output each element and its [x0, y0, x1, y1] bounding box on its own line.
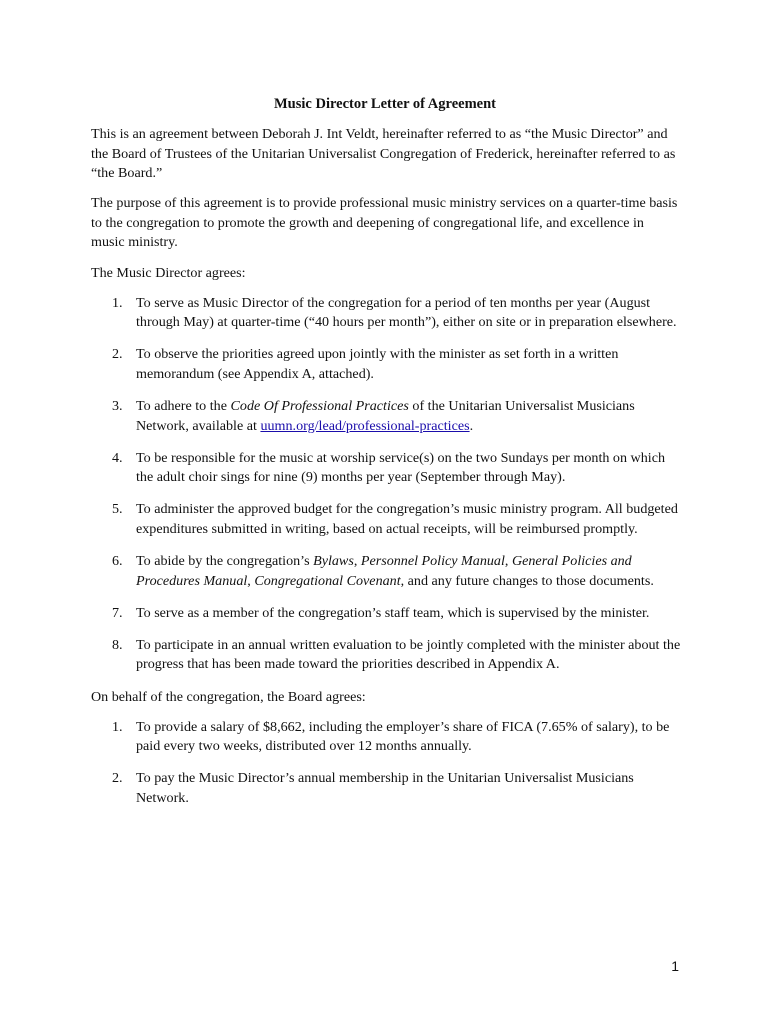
list-item [91, 397, 681, 436]
page-number: 1 [671, 958, 679, 974]
director-heading: The Music Director agrees: [91, 264, 246, 281]
list-item-text: To administer the approved budget for the congregation’s music ministry program. All budgeted expenditures submitted in writing, based on actual receipts, will be reimbursed promptly. [136, 501, 678, 537]
list-item-text-mid: of the Unitarian Universalist Musicians Network, available at [136, 398, 635, 434]
list-item [91, 345, 681, 384]
director-agreements-list [91, 294, 681, 675]
list-item-number: 5. [112, 501, 123, 518]
purpose-paragraph: The purpose of this agreement is to provide professional music ministry services on a quarter-time basis to the congregation to promote the growth and deepening of congregational life, and excellence in music ministry. [91, 195, 678, 251]
intro-paragraph: This is an agreement between Deborah J. Int Veldt, hereinafter referred to as “the Music Director” and the Board of Trustees of the Unitarian Universalist Congregation of Frederick, hereinafter referred to as “the Board.” [91, 126, 676, 182]
list-item-text: To participate in an annual written evaluation to be jointly completed with the minister about the progress that has been made toward the priorities described in Appendix A. [136, 636, 681, 673]
list-item [91, 718, 681, 757]
list-item-number: 2. [112, 770, 123, 787]
list-item [91, 769, 681, 808]
list-item-text: To serve as Music Director of the congregation for a period of ten months per year (August through May) at quarter-time (“40 hours per month”), either on site or in preparation elsewhere. [136, 294, 677, 331]
list-item [91, 636, 681, 675]
separator: , [504, 553, 512, 570]
list-item-text-pre: To abide by the congregation’s [136, 553, 314, 570]
list-item [91, 552, 681, 591]
list-item-text: To provide a salary of $8,662, including the employer’s share of FICA (7.65% of salary), to be paid every two weeks, distributed over 12 months annually. [136, 718, 670, 755]
professional-practices-link[interactable]: uumn.org/lead/professional-practices [260, 417, 470, 434]
list-item-text-post: . [469, 417, 474, 434]
list-item-text: To serve as a member of the congregation’s staff team, which is supervised by the minister. [136, 604, 650, 621]
list-item-text: To pay the Music Director’s annual membership in the Unitarian Universalist Musicians Network. [136, 770, 634, 806]
board-heading: On behalf of the congregation, the Board agrees: [91, 688, 366, 705]
list-item-number: 7. [112, 604, 123, 621]
list-item-text-pre: To adhere to the [136, 398, 231, 415]
list-item-number: 8. [112, 636, 123, 653]
document-body [91, 125, 681, 821]
board-agreements-list [91, 718, 681, 809]
bylaws-title: Bylaws [313, 553, 354, 570]
list-item-number: 3. [112, 398, 123, 415]
list-item [91, 294, 681, 333]
list-item [91, 500, 681, 539]
list-item-text: To be responsible for the music at worship service(s) on the two Sundays per month on which the adult choir sings for nine (9) months per year (September through May). [136, 449, 665, 486]
list-item-number: 4. [112, 449, 123, 466]
personnel-policy-manual-title: Personnel Policy Manual [360, 553, 505, 570]
list-item-number: 1. [112, 718, 123, 735]
list-item-text: To observe the priorities agreed upon jointly with the minister as set forth in a written memorandum (see Appendix A, attached). [136, 346, 619, 382]
list-item-number: 2. [112, 346, 123, 363]
list-item-number: 1. [112, 294, 123, 311]
separator: , [247, 572, 255, 589]
general-policies-manual-title: General Policies and Procedures Manual [136, 553, 632, 589]
list-item-number: 6. [112, 553, 123, 570]
document-title: Music Director Letter of Agreement [274, 96, 496, 112]
list-item-text-post: , and any future changes to those documents. [400, 572, 654, 589]
separator: , [353, 553, 361, 570]
list-item [91, 449, 681, 488]
code-of-practices-title: Code Of Professional Practices [230, 398, 409, 415]
congregational-covenant-title: Congregational Covenant [254, 572, 401, 589]
list-item [91, 604, 681, 624]
